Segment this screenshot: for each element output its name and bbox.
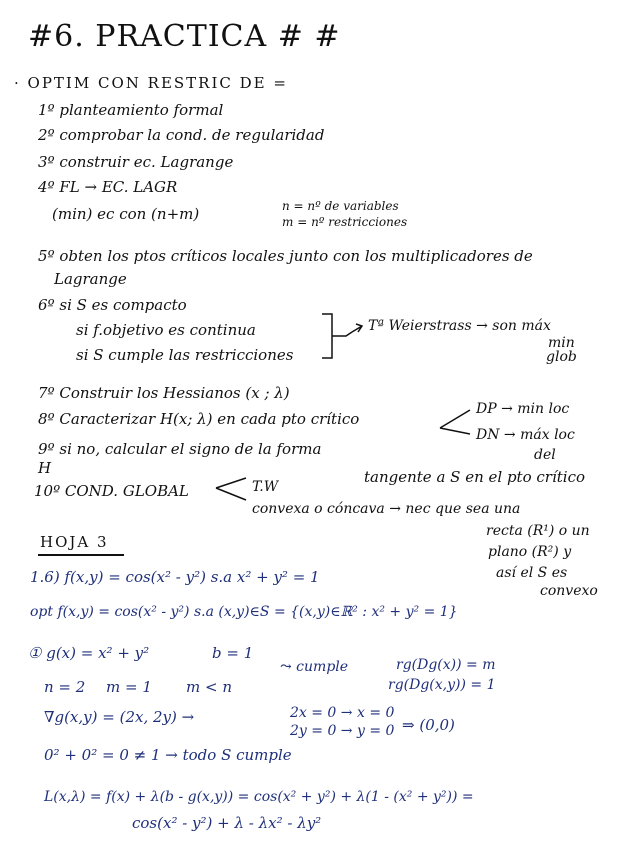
section-heading: · OPTIM CON RESTRIC DE = — [14, 74, 288, 92]
step-8-dp: DP → min loc — [476, 401, 570, 417]
step-7: 7º Construir los Hessianos (x ; λ) — [38, 384, 290, 402]
regularity-check: 0² + 0² = 0 ≠ 1 → todo S cumple — [44, 746, 292, 764]
cumple-label: ⤳ cumple — [280, 659, 349, 675]
rank-condition: rg(Dg(x)) = m — [396, 657, 496, 673]
constraint-function: ① g(x) = x² + y² — [28, 644, 150, 662]
step-6-condition-a: si f.objetivo es continua — [76, 321, 256, 339]
step-3: 3º construir ec. Lagrange — [38, 153, 234, 171]
sheet-heading: HOJA 3 — [40, 533, 109, 551]
step-10-convexo: convexo — [540, 583, 598, 599]
m-constraints: m = 1 — [106, 678, 152, 696]
step-6-result-glob: glob — [546, 349, 577, 365]
step-4: 4º FL → EC. LAGR — [38, 178, 178, 196]
step-6-condition-b: si S cumple las restricciones — [76, 346, 294, 364]
step-4-note-m: m = nº restricciones — [282, 215, 408, 229]
step-9-del: del — [534, 447, 556, 463]
step-6-result: Tª Weierstrass → son máx — [368, 318, 551, 334]
step-4-note-n: n = nº de variables — [282, 199, 399, 213]
sheet-heading-underline — [38, 554, 124, 556]
step-9-cont: tangente a S en el pto crítico — [364, 468, 586, 486]
step-8: 8º Caracterizar H(x; λ) en cada pto crítico — [38, 410, 360, 428]
lagrangian-expanded: cos(x² - y²) + λ - λx² - λy² — [132, 814, 322, 832]
step-5: 5º obten los ptos críticos locales junto con los multiplicadores de — [38, 247, 533, 265]
lagrangian: L(x,λ) = f(x) + λ(b - g(x,y)) = cos(x² + y²) + λ(1 - (x² + y²)) = — [44, 789, 474, 805]
step-10-convex: convexa o cóncava → nec que sea una — [252, 501, 521, 517]
step-10-asi: así el S es — [496, 565, 568, 581]
step-10: 10º COND. GLOBAL — [34, 482, 189, 500]
system-eq-2: 2y = 0 → y = 0 — [290, 723, 395, 739]
step-10-plano: plano (R²) y — [488, 544, 572, 560]
page-title: #6. PRACTICA # # — [28, 19, 341, 54]
system-eq-1: 2x = 0 → x = 0 — [290, 705, 395, 721]
step-8-dn: DN → máx loc — [476, 427, 575, 443]
problem-statement: 1.6) f(x,y) = cos(x² - y²) s.a x² + y² = 1 — [30, 568, 320, 586]
step-1: 1º planteamiento formal — [38, 101, 224, 119]
step-4-sub: (min) ec con (n+m) — [52, 205, 200, 223]
step-9: 9º si no, calcular el signo de la forma — [38, 440, 322, 458]
optimization-definition: opt f(x,y) = cos(x² - y²) s.a (x,y)∈S = {(x,y)∈ℝ² : x² + y² = 1} — [30, 604, 458, 620]
step-10-tw: T.W — [252, 479, 279, 495]
m-less-n: m < n — [186, 678, 232, 696]
n-variables: n = 2 — [44, 678, 86, 696]
system-result: ⇒ (0,0) — [402, 716, 455, 734]
step-5-cont: Lagrange — [54, 270, 127, 288]
step-2: 2º comprobar la cond. de regularidad — [38, 126, 325, 144]
step-6-result-min: min — [548, 335, 575, 351]
constraint-constant: b = 1 — [212, 644, 254, 662]
step-9-h: H — [38, 459, 52, 477]
step-10-recta: recta (R¹) o un — [486, 523, 590, 539]
step-6: 6º si S es compacto — [38, 296, 187, 314]
gradient-g: ∇g(x,y) = (2x, 2y) → — [44, 708, 195, 726]
rank-value: rg(Dg(x,y)) = 1 — [388, 677, 496, 693]
